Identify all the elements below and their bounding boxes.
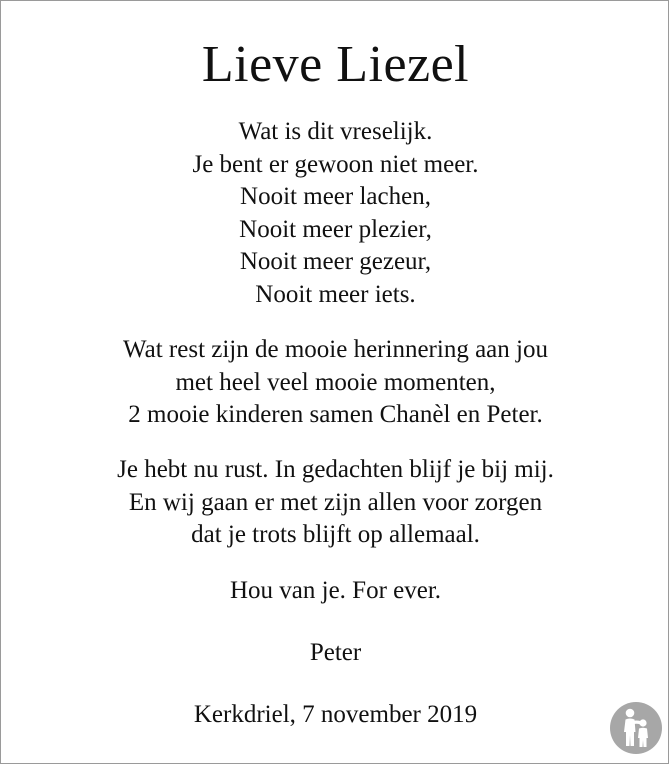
- place-and-date: [1, 699, 669, 732]
- poem-line: Wat rest zijn de mooie herinnering aan jou: [123, 336, 548, 363]
- poem-line: Nooit meer plezier,: [239, 215, 432, 243]
- poem-stanza-1: [1, 116, 669, 312]
- obituary-title: Lieve Liezel: [201, 36, 470, 93]
- poem-line: Je hebt nu rust. In gedachten blijf je bij mij.: [117, 456, 554, 483]
- poem-line: Je bent er gewoon niet meer.: [192, 150, 479, 178]
- poem-line: Wat is dit vreselijk.: [238, 118, 433, 145]
- poem-stanza-2: [1, 334, 669, 432]
- closing-line: [1, 575, 669, 608]
- poem-line: 2 mooie kinderen samen Chanèl en Peter.: [128, 401, 543, 429]
- two-figures-embrace-icon: [610, 702, 662, 754]
- signature-name: [1, 637, 669, 670]
- poem-stanza-3: [1, 454, 669, 552]
- poem-line: En wij gaan er met zijn allen voor zorgen: [128, 488, 543, 516]
- poem-line: met heel veel mooie momenten,: [175, 368, 496, 396]
- poem-line: Hou van je. For ever.: [229, 577, 442, 604]
- sender-name: Peter: [309, 639, 362, 666]
- poem-line: Nooit meer gezeur,: [239, 248, 432, 276]
- poem-line: Nooit meer iets.: [255, 280, 416, 308]
- poem-line: dat je trots blijft op allemaal.: [191, 521, 480, 549]
- place-date-text: Kerkdriel, 7 november 2019: [193, 701, 478, 728]
- poem-line: Nooit meer lachen,: [240, 183, 431, 211]
